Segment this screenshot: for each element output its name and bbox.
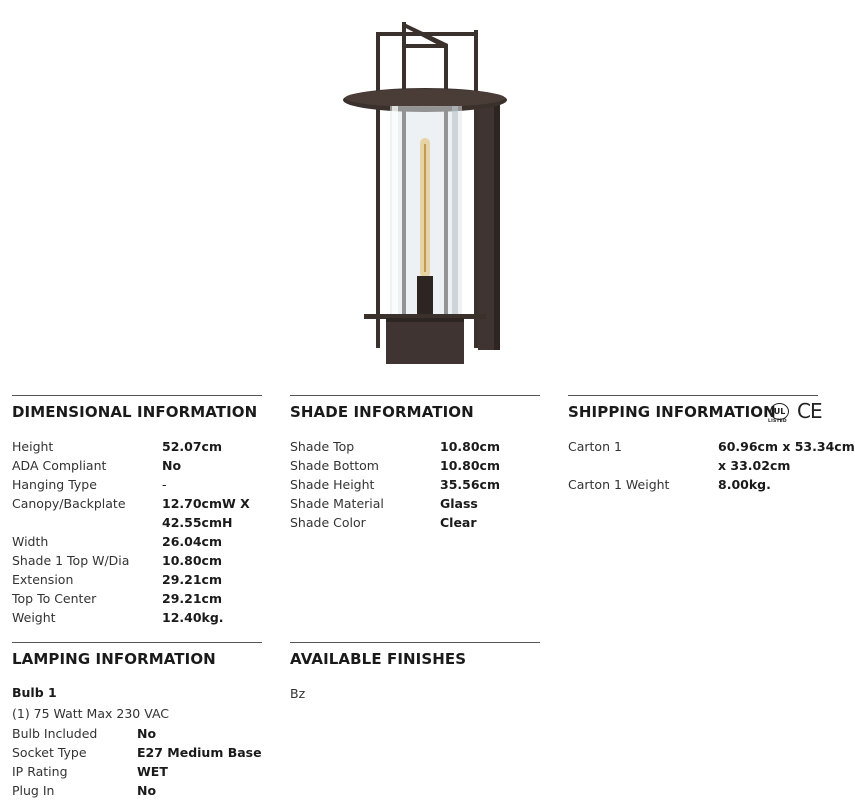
ce-mark-icon: CE (797, 399, 822, 423)
finish-item: Bz (290, 686, 306, 701)
shade-section: SHADE INFORMATION Shade Top 10.80cm Shade Bottom 10.80cm Shade Height 35.56cm Shade Material Glass Shade Color Clear (290, 395, 540, 536)
bulb-heading: Bulb 1 (12, 685, 57, 700)
bulb-description: (1) 75 Watt Max 230 VAC (12, 706, 170, 721)
finishes-section (290, 642, 540, 723)
shipping-section: SHIPPING INFORMATION UL LISTED CE Carton 1 60.96cm x 53.34cm x 33.02cm Carton 1 Weight 8.00kg. (568, 395, 818, 516)
lamping-title: LAMPING INFORMATION (12, 650, 216, 668)
shade-title: SHADE INFORMATION (290, 403, 474, 421)
product-image (340, 18, 510, 366)
dimensional-title: DIMENSIONAL INFORMATION (12, 403, 258, 421)
ul-listed-icon: UL LISTED (768, 403, 792, 425)
lamping-section: LAMPING INFORMATION Bulb 1 (1) 75 Watt Max 230 VAC Bulb Included No Socket Type E27 Medium Base IP Rating WET Plug In No (12, 642, 262, 808)
finishes-title: AVAILABLE FINISHES (290, 650, 467, 668)
dimensional-section: DIMENSIONAL INFORMATION Height 52.07cm ADA Compliant No Hanging Type - Canopy/Backplate 12.70cmW X 42.55cmH Width 26.04cm Shade 1 Top W/Dia 10.80cm Extension 29.21cm Top To Center 29.21cm Weight 12.40kg. (12, 395, 262, 636)
shipping-title: SHIPPING INFORMATION (568, 403, 776, 421)
